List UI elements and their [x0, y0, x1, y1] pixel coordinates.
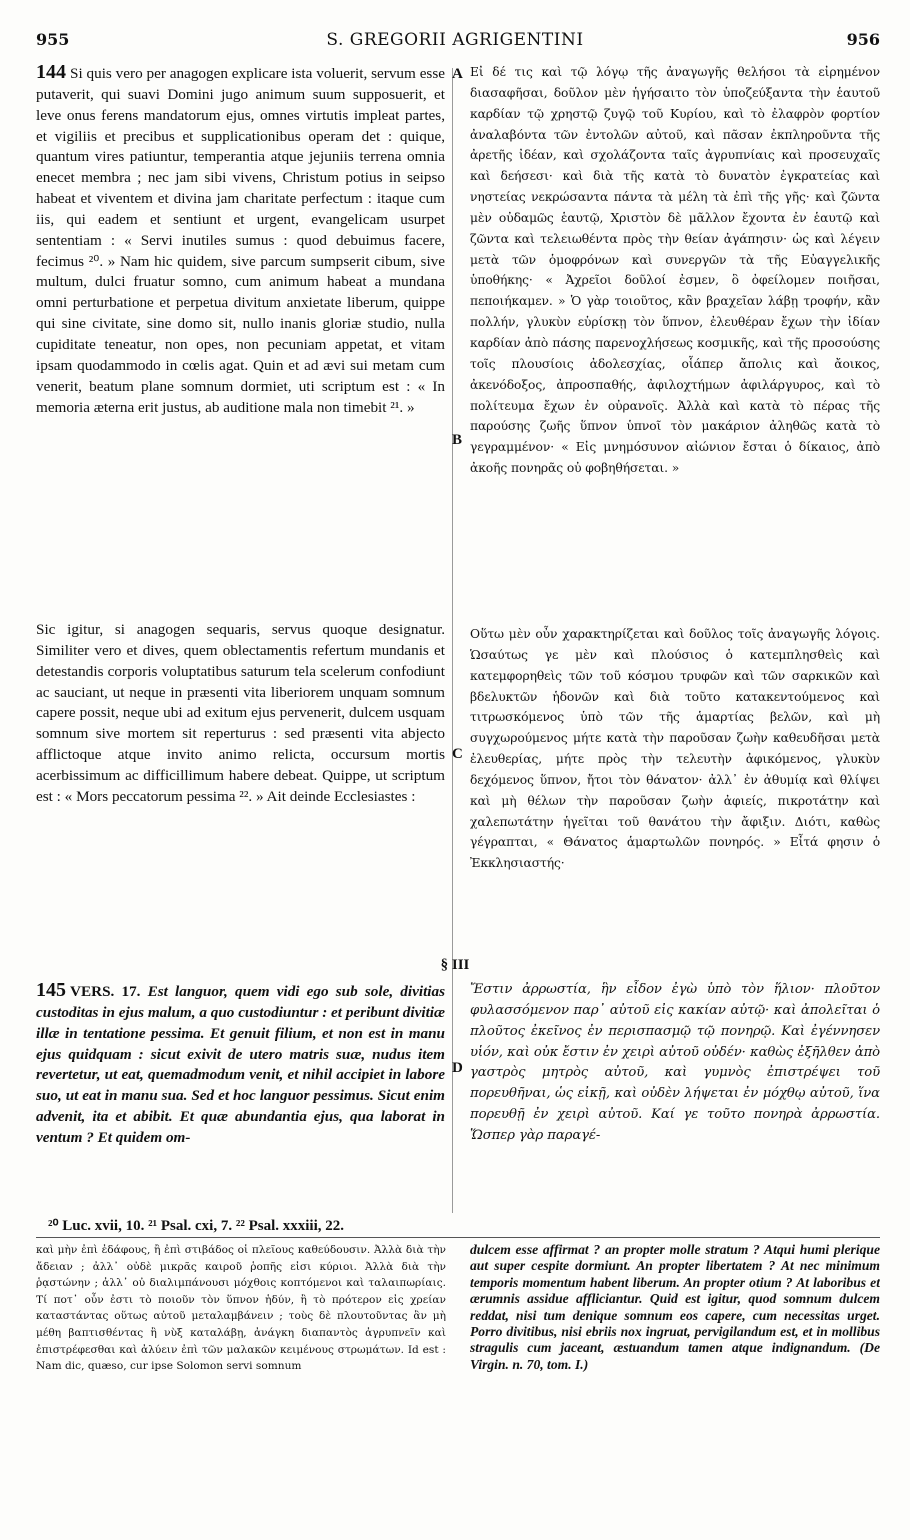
section-mark: § III — [440, 957, 470, 973]
margin-letter-d: D — [452, 1060, 463, 1076]
greek-text: Ἔστιν ἀρρωστία, ἣν εἶδον ἐγὼ ὑπὸ τὸν ἥλιον· πλοῦτον φυλασσόμενον παρ᾽ αὐτοῦ εἰς κακίαν αὐτῷ· καὶ ἀπολεῖται ὁ πλοῦτος ἐκεῖνος ἐν περισπασμῷ τῷ πονηρῷ. Καὶ ἐγέννησεν υἱόν, καὶ οὐκ ἔστιν ἐν χειρὶ αὐτοῦ οὐδέν· καθὼς ἐξῆλθεν ἀπὸ γαστρὸς μητρὸς αὐτοῦ, καὶ γυμνὸς ἐπιστρέψει τοῦ πορευθῆναι, ὡς εἰκῇ, καὶ οὐδὲν λήψεται ἐν μόχθῳ αὐτοῦ, ἵνα πορευθῇ ἐν χειρὶ αὐτοῦ. Καί γε τοῦτο πονηρὰ ἀρρωστία. Ὥσπερ γὰρ παραγέ- — [470, 982, 880, 1143]
bottom-note-greek — [36, 1242, 446, 1452]
page-number-right: 956 — [846, 30, 880, 49]
greek-note-text: καὶ μὴν ἐπὶ ἐδάφους, ἢ ἐπὶ στιβάδος οἱ πλεῖους καθεύδουσιν. Ἀλλὰ διὰ τὴν ἄδειαν ; ἀλλ᾽ οὐδὲ μικρᾶς καιροῦ ῥοπῆς εἰσι κύριοι. Ἀλλὰ διὰ τὴν ῥᾳστώνην ; ἀλλ᾽ οὐ διαλιμπάνουσι μόχθοις κοπτόμενοι καὶ ταλαιπωρίαις. Τί ποτ᾽ οὖν ἐστι τὸ ποιοῦν τὸν ὕπνον ἡδύν, ἢ τὸ πρότερον εἰς χρείαν καταστάντας οὕτως αὐτοῦ μεταλαμβάνειν ; τοὺς δὲ πλουτοῦντας ἂν μὴ μέθη βαπτισθέντας ἢ νὺξ καταλάβῃ, ἀνάγκη διαπαντὸς ἀγρυπνεῖν καὶ ἐπιστρέφεσθαι καὶ ἀλύειν ἐπὶ τῶν μαλακῶν κειμένους στρωμάτων. Id est : Nam dic, quæso, cur ipse Solomon servi somnum — [36, 1244, 446, 1373]
greek-paragraph-144-continued — [470, 624, 880, 954]
margin-letter-b: B — [452, 432, 463, 448]
latin-paragraph-145 — [36, 980, 445, 1210]
paragraph-number: 145 — [36, 980, 66, 1001]
latin-paragraph-144-continued — [36, 620, 445, 900]
page-number-left: 955 — [36, 30, 70, 49]
column-divider — [452, 68, 453, 1213]
margin-letter-a: A — [452, 66, 463, 82]
latin-paragraph-144 — [36, 62, 445, 602]
verse-label: VERS. 17. — [70, 983, 141, 1000]
footnotes: ²⁰ Luc. xvii, 10. ²¹ Psal. cxi, 7. ²² Psal. xxxiii, 22. — [48, 1218, 345, 1234]
latin-text: Sic igitur, si anagogen sequaris, servus quoque designatur. Similiter vero et dives, quem oblectamentis refertum mundanis et detestandis corporis voluptatibus saturum tela scelerum confodiunt ac sauciant, ut neque in præsenti vita liberiorem unquam somnum capere possit, neque ubi ad exitum ejus pervenerit, dulcem usquam somnum sive mortem sit reperturus : sed præsenti vita abjecto afflictoque atque invito animo relicta, occursum mortis acerbissimum ac difficillimum habere debeat. Quippe, ut scriptum est : « Mors peccatorum pessima ²². » Ait deinde Ecclesiastes : — [36, 621, 445, 805]
latin-note-text: dulcem esse affirmat ? an propter molle stratum ? Atqui humi plerique aut super cespite dormiunt. An propter libertatem ? At nec minimum temporis momentum habent liberum. An propter otium ? At laboribus et ærumnis assidue affliciantur. Quid est igitur, quod somnum dulcem reddat, nisi tum denique somnum eos capere, cum necessitas urget. Porro divitibus, nisi ebriis nox ingruat, pervigilandum est, et in mollibus stragulis cum jaceant, æstuandum tamen atque indignandum. (De Virgin. n. 70, tom. I.) — [470, 1242, 880, 1372]
latin-text: Si quis vero per anagogen explicare ista voluerit, servum esse putaverit, qui suavi Domini jugo animum suum supposuerit, et leve onus ferens mandatorum ejus, omnes virtutis impleat partes, et vigiliis et precibus et supplicationibus operam det : quique, quantum vires patiuntur, temperantia atque jejuniis terrena omnia enecet membra ; nec jam sibi vivens, Christum potius in seipso habeat et viventem et divina jam charitate perfectum : itaque cum iis, qui eadem et sentiunt et urgent, evangelicam usurpet sententiam : « Servi inutiles sumus : quod debuimus facere, fecimus ²⁰. » Nam hic quidem, sive parcum sumpserit cibum, sive multum, dulci fruatur somno, cum animum habeat a mundana omni perturbatione et perpetua divitum anxietate liberum, quippe qui sine civitate, sine domo sit, nullo inanis gloriæ studio, nulla cupiditate teneatur, non opes, non pecuniam appetat, et vitam ipsam quodammodo in cœlis agat. Quin et ad ævi sui metam cum venerit, beatum plane somnum dormiet, uti scriptum est : « In memoria æterna erit justus, ab auditione mala non timebit ²¹. » — [36, 65, 445, 416]
page-header — [0, 30, 910, 58]
greek-text: Οὕτω μὲν οὖν χαρακτηρίζεται καὶ δοῦλος τοῖς ἀναγωγῆς λόγοις. Ὡσαύτως γε μὲν καὶ πλούσιος ὁ κατεμπλησθεὶς καὶ κατεμφορηθεὶς τῶν τοῦ κόσμου τρυφῶν καὶ τῶν σαρκικῶν καὶ βδελυκτῶν ἡδονῶν καὶ διὰ τοῦτο κατακεντούμενος καὶ τιτρωσκόμενος ὑπὸ τῶν τῆς ἁμαρτίας βελῶν, καὶ μὴ συγχωρούμενος μήτε κατὰ τὴν παροῦσαν ζωὴν καθευδῆσαι μετὰ ἐλευθερίας, μήτε πρὸς τὴν τελευτὴν ἀφικόμενος, γλυκὺν δεχόμενος ὕπνον, ἤτοι τὸν θάνατον· ἀλλ᾽ ἐν ἀθυμίᾳ καὶ θλίψει καὶ μὴ θέλων τὴν παροῦσαν ζωὴν ἀφιείς, πικροτάτην καὶ χαλεπωτάτην ἡγεῖται τοῦ θανάτου τὴν ἄφιξιν. Διότι, καθὼς γέγραπται, « Θάνατος ἁμαρτωλῶν πονηρός. » Εἶτά φησιν ὁ Ἐκκλησιαστής· — [470, 627, 880, 871]
running-title: S. GREGORII AGRIGENTINI — [326, 30, 584, 50]
greek-paragraph-145 — [470, 980, 880, 1210]
greek-paragraph-144 — [470, 62, 880, 622]
margin-letter-c: C — [452, 746, 463, 762]
footnote-rule — [36, 1237, 880, 1238]
greek-text: Εἰ δέ τις καὶ τῷ λόγῳ τῆς ἀναγωγῆς θελήσοι τὰ εἰρημένον διασαφῆσαι, δοῦλον μὲν ἡγήσαιτο τὸν ὑποζεύξαντα τὴν ἑαυτοῦ καρδίαν τῷ χρηστῷ ζυγῷ τοῦ Κυρίου, καὶ τὸ ἐλαφρὸν φορτίον ἀναλαβόντα τῶν ἐντολῶν αὐτοῦ, καὶ πᾶσαν ἐκπληροῦντα τῆς ἀρετῆς ἰδέαν, καὶ σχολάζοντα ταῖς ἀγρυπνίαις καὶ προσευχαῖς καὶ δεήσεσι· καὶ διὰ τῆς κατὰ τὸ δυνατὸν ἐγκρατείας καὶ νηστείας νεκρώσαντα πάντα τὰ μέλη τὰ ἐπὶ τῆς γῆς· καὶ ζῶντα μὲν οὐδαμῶς ἑαυτῷ, Χριστὸν δὲ μᾶλλον ἔχοντα ἐν ἑαυτῷ καὶ ζῶντα καὶ τελειωθέντα πρὸς τὴν θείαν ἀγάπησιν· ὡς καὶ λέγειν μετὰ τῶν ὁμοφρόνων καὶ συνεργῶν τὰ τῆς Εὐαγγελικῆς ὑποθήκης· « Ἀχρεῖοι δοῦλοί ἐσμεν, ὃ ὀφείλομεν ποιῆσαι, πεποιήκαμεν. » Ὁ γὰρ τοιοῦτος, κἂν βραχεῖαν λάβῃ τροφήν, κἂν πολλήν, γλυκὺν εὑρίσκῃ τὸν ὕπνον, ἐλευθέραν ἔχων τὴν ἰδίαν καρδίαν ἀπὸ πάσης παρενοχλήσεως κοσμικῆς, καὶ τῆς προσούσης τοῖς πλουσίοις ἀδολεσχίας, οἷάπερ ἄπολις καὶ ἄοικος, ἀκενόδοξος, ἀπροσπαθής, ἀφιλοχτήμων ἀφιλάργυρος, καὶ τὸ πολίτευμα ἔχων ἐν οὐρανοῖς. Ἀλλὰ καὶ κατὰ τὸ πέρας τῆς παρούσης ζωῆς ὕπνον ὑπνοῖ τὸν μακάριον ἀληθῶς κατὰ τὸ γεγραμμένον· « Εἰς μνημόσυνον αἰώνιον ἔσται ὁ δίκαιος, ἀπὸ ἀκοῆς πονηρᾶς οὐ φοβηθήσεται. » — [470, 65, 880, 476]
bottom-note-latin — [470, 1242, 880, 1452]
paragraph-number: 144 — [36, 62, 66, 83]
latin-text: Est languor, quem vidi ego sub sole, divitias custoditas in ejus malum, a quo custodiuntur : et peribunt divitiæ illæ in tentatione pessima. Et genuit filium, et non est in manu ejus quidquam : sicut exivit de utero matris suæ, nudus item revertetur, ut eat, quemadmodum venit, et nihil accipiet in labore suo, ut eat in manu sua. Sed et hoc languor pessimus. Sicut enim advenit, ita et abibit. Et quæ abundantia ejus, qua laborat in ventum ? Et quidem om- — [36, 983, 445, 1146]
